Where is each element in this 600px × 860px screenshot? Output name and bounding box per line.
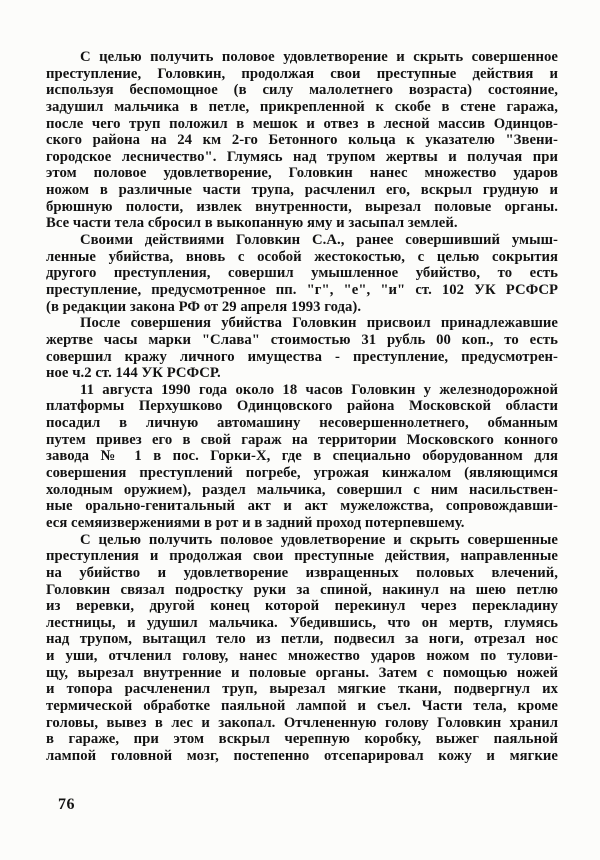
text-line: ные орально-генитальный акт и акт мужеложства, сопровождавши- [46,498,558,515]
text-line: городское лесничество". Глумясь над трупом жертвы и получая при [46,148,558,165]
text-line: посадил в личную автомашину несовершеннолетнего, обманным [46,415,558,432]
text-line: используя беспомощное (в силу малолетнего возраста) состояние, [46,82,558,99]
text-line: (в редакции закона РФ от 29 апреля 1993 года). [46,298,362,315]
text-line: Все части тела сбросил в выкопанную яму и засыпал землей. [46,215,458,232]
text-line: над трупом, вытащил тело из петли, подвесил за ноги, отрезал нос [46,631,558,648]
text-line: преступления и продолжая свои преступные действия, направленные [46,548,558,565]
text-line: С целью получить половое удовлетворение и скрыть совершенное [80,49,558,65]
text-line: После совершения убийства Головкин присвоил принадлежавшие [80,315,558,332]
text-line: совершил кражу личного имущества - преступление, предусмотрен- [46,348,558,365]
text-line: преступление, предусмотренное пп. "г", "е", "и" ст. 102 УК РСФСР [46,281,558,298]
text-line: другого преступления, совершил умышленное убийство, то есть [46,265,558,282]
text-line: ножом в различные части трупа, расчленил его, вскрыл грудную и [46,182,558,199]
text-line: холодным оружием), раздел мальчика, совершил с ним насильствен- [46,481,558,498]
text-line: и уши, отчленил голову, нанес множество ударов ножом по тулови- [46,648,558,665]
text-line: 11 августа 1990 года около 18 часов Головкин у железнодорожной [80,381,558,398]
body-text [46,49,558,765]
text-line: лестницы, и удушил мальчика. Убедившись, что он мертв, глумясь [46,614,558,631]
text-line: Головкин связал подростку руки за спиной, накинул на шею петлю [46,581,558,598]
text-line: этом половое удовлетворение, Головкин нанес множество ударов [46,165,558,182]
text-line: платформы Перхушково Одинцовского района Московской области [46,398,558,415]
paragraph [46,49,558,232]
text-line: преступление, Головкин, продолжая свои преступные действия и [46,65,558,82]
text-line: после чего труп положил в мешок и отвез в лесной массив Одинцов- [46,115,558,132]
text-line: С целью получить половое удовлетворение и скрыть совершенные [80,531,558,548]
text-line: головы, вывез в лес и закопал. Отчлененную голову Головкин хранил [46,714,558,731]
text-line: и топора расчлененил труп, вырезал мягкие ткани, подвергнул их [46,681,558,698]
text-line: ленные убийства, вновь с особой жестокостью, с целью сокрытия [46,248,558,265]
paragraph [46,382,558,532]
text-line: щу, вырезал внутренние и половые органы. Затем с помощью ножей [46,664,558,681]
text-line: ского района на 24 км 2-го Бетонного кольца к указателю "Звени- [46,132,558,149]
text-line: совершения преступлений погребе, угрожая кинжалом (являющимся [46,465,558,482]
paragraph [46,315,558,382]
text-line: из веревки, другой конец которой перекинул через перекладину [46,598,558,615]
text-line: Своими действиями Головкин С.А., ранее совершивший умыш- [80,232,558,249]
text-line: завода № 1 в пос. Горки-Х, где в специально оборудованном для [46,448,558,465]
text-line: лампой головной мозг, постепенно отсепарировал кожу и мягкие [46,747,558,764]
text-line: еся семяизвержениями в рот и в задний проход потерпевшему. [46,514,465,531]
text-line: на убийство и удовлетворение извращенных половых влечений, [46,564,558,581]
text-line: путем привез его в свой гараж на территории Московского конного [46,431,558,448]
page-number: 76 [58,796,75,813]
paragraph [46,532,558,765]
text-line: термической обработке паяльной лампой и съел. Части тела, кроме [46,697,558,714]
text-line: в гараже, при этом вскрыл черепную коробку, выжег паяльной [46,731,558,748]
text-line: жертве часы марки "Слава" стоимостью 31 рубль 00 коп., то есть [46,331,558,348]
text-line: ное ч.2 ст. 144 УК РСФСР. [46,365,221,382]
paragraph [46,232,558,315]
text-line: брюшную полости, извлек внутренности, вырезал половые органы. [46,198,558,215]
text-line: задушил мальчика в петле, прикрепленной к скобе в стене гаража, [46,98,558,115]
